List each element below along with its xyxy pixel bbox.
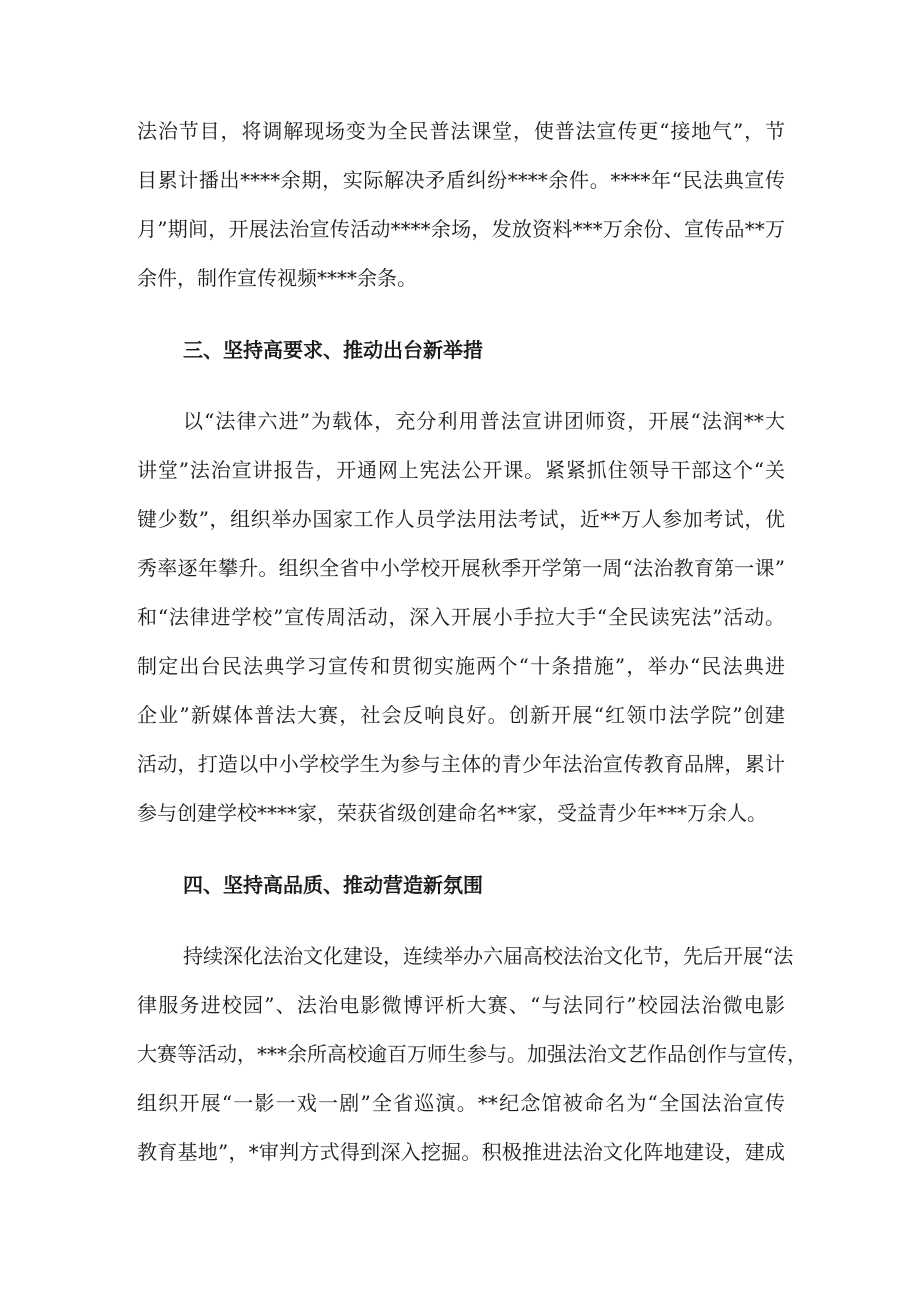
section3-line-9: 参与创建学校****家，荣获省级创建命名**家，受益青少年***万余人。	[137, 801, 767, 825]
para1-line-4: 余件，制作宣传视频****余条。	[137, 266, 417, 290]
section3-line-5: 和“法律进学校”宣传周活动，深入开展小手拉大手“全民读宪法”活动。	[137, 605, 785, 629]
section3-line-1: 以“法律六进”为载体，充分利用普法宣讲团师资，开展“法润**大	[183, 409, 785, 433]
para1-line-1: 法治节目，将调解现场变为全民普法课堂，使普法宣传更“接地气”，节	[137, 119, 785, 143]
section4-line-3: 大赛等活动，***余所高校逾百万师生参与。加强法治文艺作品创作与宣传，	[137, 1042, 807, 1066]
section4-line-5: 教育基地”，*审判方式得到深入挖掘。积极推进法治文化阵地建设，建成	[137, 1140, 785, 1164]
para1-line-3: 月”期间，开展法治宣传活动****余场，发放资料***万余份、宣传品**万	[137, 217, 785, 241]
para1-line-2: 目累计播出****余期，实际解决矛盾纠纷****余件。****年“民法典宣传	[137, 168, 785, 192]
section3-line-3: 键少数”，组织举办国家工作人员学法用法考试，近**万人参加考试，优	[137, 507, 785, 531]
section3-line-4: 秀率逐年攀升。组织全省中小学校开展秋季开学第一周“法治教育第一课”	[137, 556, 785, 580]
section-4-heading: 四、坚持高品质、推动营造新氛围	[183, 873, 483, 897]
section3-line-2: 讲堂”法治宣讲报告，开通网上宪法公开课。紧紧抓住领导干部这个“关	[137, 458, 785, 482]
section3-line-7: 企业”新媒体普法大赛，社会反响良好。创新开展“红领巾法学院”创建	[137, 703, 785, 727]
section-3-heading: 三、坚持高要求、推动出台新举措	[183, 338, 483, 362]
section4-line-2: 律服务进校园”、法治电影微博评析大赛、“与法同行”校园法治微电影	[137, 993, 785, 1017]
section4-line-1: 持续深化法治文化建设，连续举办六届高校法治文化节，先后开展“法	[183, 944, 794, 968]
section4-line-4: 组织开展“一影一戏一剧”全省巡演。**纪念馆被命名为“全国法治宣传	[137, 1091, 785, 1115]
section3-line-6: 制定出台民法典学习宣传和贯彻实施两个“十条措施”，举办“民法典进	[137, 654, 785, 678]
section3-line-8: 活动，打造以中小学校学生为参与主体的青少年法治宣传教育品牌，累计	[137, 752, 785, 776]
